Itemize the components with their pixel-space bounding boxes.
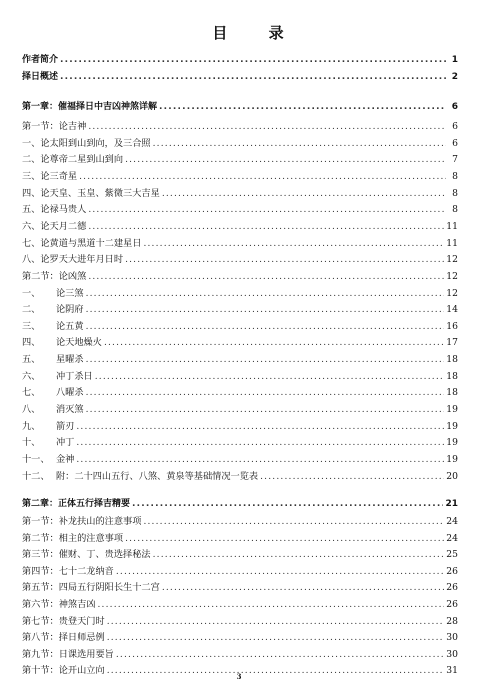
toc-entry-page: 19 — [446, 437, 458, 448]
toc-entry-number: 十、 — [22, 437, 41, 448]
toc-entry-page: 18 — [446, 354, 458, 365]
toc-entry-number: 六、 — [22, 371, 41, 382]
toc-entry-page: 8 — [452, 204, 458, 215]
dot-leader — [60, 54, 446, 66]
toc-entry-page: 14 — [446, 304, 458, 315]
toc-chapter-heading[interactable] — [22, 494, 458, 510]
toc-entry-page: 28 — [446, 616, 458, 627]
toc-entry-label: 作者简介 — [22, 55, 59, 65]
toc-entry-page: 26 — [446, 599, 458, 610]
dot-leader — [104, 337, 444, 349]
dot-leader — [143, 238, 444, 250]
toc-entry-number: 四、 — [22, 337, 41, 348]
toc-entry[interactable] — [22, 217, 458, 233]
dot-leader — [153, 549, 445, 561]
dot-leader — [132, 498, 443, 510]
toc-entry-label: 论三煞 — [56, 288, 84, 299]
toc-front-entry[interactable] — [22, 67, 458, 83]
toc-entry[interactable] — [22, 333, 458, 349]
toc-entry-label: 四、论天皇、玉皇、紫微三大吉星 — [22, 188, 160, 199]
dot-leader — [162, 188, 446, 200]
toc-entry[interactable] — [22, 595, 458, 611]
dot-leader — [86, 288, 445, 300]
toc-entry-number: 五、 — [22, 354, 41, 365]
toc-entry[interactable] — [22, 317, 458, 333]
toc-entry[interactable] — [22, 250, 458, 266]
toc-entry-number: 一、 — [22, 288, 41, 299]
toc-entry-page: 11 — [446, 238, 458, 249]
toc-entry[interactable] — [22, 512, 458, 528]
toc-entry-page: 11 — [446, 221, 458, 232]
toc-entry-label: 第六节：神煞吉凶 — [22, 599, 96, 610]
dot-leader — [88, 204, 446, 216]
dot-leader — [159, 101, 446, 113]
toc-entry[interactable] — [22, 167, 458, 183]
toc-entry-page: 12 — [446, 271, 458, 282]
dot-leader — [125, 254, 444, 266]
toc-entry-page: 8 — [452, 171, 458, 182]
dot-leader — [125, 154, 446, 166]
dot-leader — [98, 599, 445, 611]
toc-entry-label: 二、论尊帝二星到山到向 — [22, 154, 124, 165]
dot-leader — [107, 632, 445, 644]
toc-entry-label: 六、论天月二德 — [22, 221, 87, 232]
toc-entry-page: 26 — [446, 566, 458, 577]
toc-entry-label: 五、论禄马贵人 — [22, 204, 87, 215]
toc-entry-page: 18 — [446, 387, 458, 398]
toc-entry-label: 第一章：催福择日中吉凶神煞详解 — [22, 102, 158, 112]
toc-entry-label: 择日概述 — [22, 72, 59, 82]
toc-entry[interactable] — [22, 562, 458, 578]
toc-entry-page: 24 — [446, 533, 458, 544]
toc-entry-label: 一、论太阳到山到向，及三合照 — [22, 138, 151, 149]
toc-entry-label: 冲丁杀日 — [56, 371, 93, 382]
toc-entry-page: 6 — [452, 121, 458, 132]
toc-entry-number: 七、 — [22, 387, 41, 398]
toc-entry-page: 30 — [446, 649, 458, 660]
toc-entry-label: 消灭煞 — [56, 404, 84, 415]
dot-leader — [86, 387, 445, 399]
toc-entry-label: 附：二十四山五行、八煞、黄泉等基础情况一览表 — [56, 471, 259, 482]
toc-entry-page: 1 — [451, 55, 458, 65]
toc-entry[interactable] — [22, 450, 458, 466]
dot-leader — [86, 354, 445, 366]
toc-entry[interactable] — [22, 628, 458, 644]
toc-entry-label: 八曜杀 — [56, 387, 84, 398]
toc-entry-label: 三、论三奇星 — [22, 171, 78, 182]
toc-entry-page: 6 — [452, 138, 458, 149]
toc-entry-label: 第二章：正体五行择吉精要 — [22, 499, 131, 509]
toc-entry-page: 12 — [446, 254, 458, 265]
toc-entry-label: 八、论罗天大进年月日时 — [22, 254, 124, 265]
toc-front-entry[interactable] — [22, 50, 458, 66]
toc-entry-label: 金神 — [56, 454, 75, 465]
toc-entry-page: 31 — [446, 665, 458, 676]
toc-entry-label: 七、论黄道与黑道十二建星日 — [22, 238, 142, 249]
toc-entry[interactable] — [22, 117, 458, 133]
dot-leader — [125, 533, 444, 545]
toc-entry-page: 8 — [452, 188, 458, 199]
dot-leader — [153, 138, 446, 150]
dot-leader — [76, 437, 444, 449]
toc-entry-page: 26 — [446, 582, 458, 593]
toc-entry-label: 第一节：补龙扶山的注意事项 — [22, 516, 142, 527]
toc-entry[interactable] — [22, 284, 458, 300]
page-number: 3 — [236, 672, 242, 681]
toc-entry[interactable] — [22, 545, 458, 561]
dot-leader — [86, 321, 445, 333]
dot-leader — [95, 371, 445, 383]
toc-entry[interactable] — [22, 184, 458, 200]
toc-entry[interactable] — [22, 529, 458, 545]
toc-entry-page: 7 — [452, 154, 458, 165]
dot-leader — [107, 616, 445, 628]
dot-leader — [143, 516, 444, 528]
toc-entry-page: 20 — [446, 471, 458, 482]
toc-entry-page: 19 — [446, 404, 458, 415]
toc-entry-label: 论天地燥火 — [56, 337, 102, 348]
toc-entry-page: 19 — [446, 421, 458, 432]
toc-entry[interactable] — [22, 612, 458, 628]
toc-entry[interactable] — [22, 383, 458, 399]
dot-leader — [88, 271, 444, 283]
dot-leader — [162, 582, 444, 594]
toc-entry-label: 箭刃 — [56, 421, 75, 432]
toc-entry-number: 十二、 — [22, 471, 50, 482]
dot-leader — [79, 171, 446, 183]
toc-entry-label: 第八节：择日师忌例 — [22, 632, 105, 643]
toc-entry[interactable] — [22, 200, 458, 216]
toc-entry-label: 第七节：贵登天门时 — [22, 616, 105, 627]
dot-leader — [88, 221, 444, 233]
toc-entry-label: 第四节：七十二龙纳音 — [22, 566, 114, 577]
toc-entry[interactable] — [22, 350, 458, 366]
toc-entry-page: 21 — [445, 499, 458, 509]
toc-entry-page: 30 — [446, 632, 458, 643]
toc-entry[interactable] — [22, 467, 458, 483]
toc-entry-page: 25 — [446, 549, 458, 560]
dot-leader — [60, 71, 446, 83]
page-title: 目 录 — [212, 24, 302, 42]
toc-entry-page: 2 — [451, 72, 458, 82]
toc-entry-number: 三、 — [22, 321, 41, 332]
toc-entry-label: 论五黄 — [56, 321, 84, 332]
dot-leader — [76, 421, 444, 433]
toc-chapter-heading[interactable] — [22, 97, 458, 113]
toc-entry[interactable] — [22, 578, 458, 594]
toc-entry[interactable] — [22, 400, 458, 416]
toc-entry[interactable] — [22, 300, 458, 316]
toc-entry[interactable] — [22, 433, 458, 449]
toc-entry-label: 星曜杀 — [56, 354, 84, 365]
toc-entry-label: 第五节：四局五行阴阳长生十二宫 — [22, 582, 160, 593]
dot-leader — [76, 454, 444, 466]
dot-leader — [86, 304, 445, 316]
toc-entry-label: 第二节：论凶煞 — [22, 271, 87, 282]
toc-entry-number: 八、 — [22, 404, 41, 415]
dot-leader — [88, 121, 446, 133]
toc-entry[interactable] — [22, 645, 458, 661]
toc-entry-label: 冲丁 — [56, 437, 75, 448]
toc-entry-page: 24 — [446, 516, 458, 527]
dot-leader — [116, 649, 444, 661]
toc-entry-number: 九、 — [22, 421, 41, 432]
toc-entry-page: 17 — [446, 337, 458, 348]
toc-entry[interactable] — [22, 234, 458, 250]
toc-entry[interactable] — [22, 150, 458, 166]
toc-entry-page: 19 — [446, 454, 458, 465]
toc-entry-page: 16 — [446, 321, 458, 332]
toc-entry[interactable] — [22, 267, 458, 283]
toc-entry-label: 第一节：论吉神 — [22, 121, 87, 132]
dot-leader — [86, 404, 445, 416]
table-of-contents — [22, 0, 458, 688]
toc-entry-number: 十一、 — [22, 454, 50, 465]
dot-leader — [116, 566, 444, 578]
dot-leader — [260, 471, 444, 483]
toc-entry-number: 二、 — [22, 304, 41, 315]
toc-entry-label: 第十节：论开山立向 — [22, 665, 105, 676]
toc-entry[interactable] — [22, 417, 458, 433]
toc-entry-page: 6 — [451, 102, 458, 112]
toc-entry-label: 论阴府 — [56, 304, 84, 315]
toc-entry-page: 18 — [446, 371, 458, 382]
toc-entry-page: 12 — [446, 288, 458, 299]
toc-entry-label: 第九节：日课选用要旨 — [22, 649, 114, 660]
toc-entry[interactable] — [22, 367, 458, 383]
toc-entry[interactable] — [22, 134, 458, 150]
toc-entry-label: 第二节：相主的注意事项 — [22, 533, 124, 544]
toc-entry-label: 第三节：催财、丁、贵选择秘法 — [22, 549, 151, 560]
